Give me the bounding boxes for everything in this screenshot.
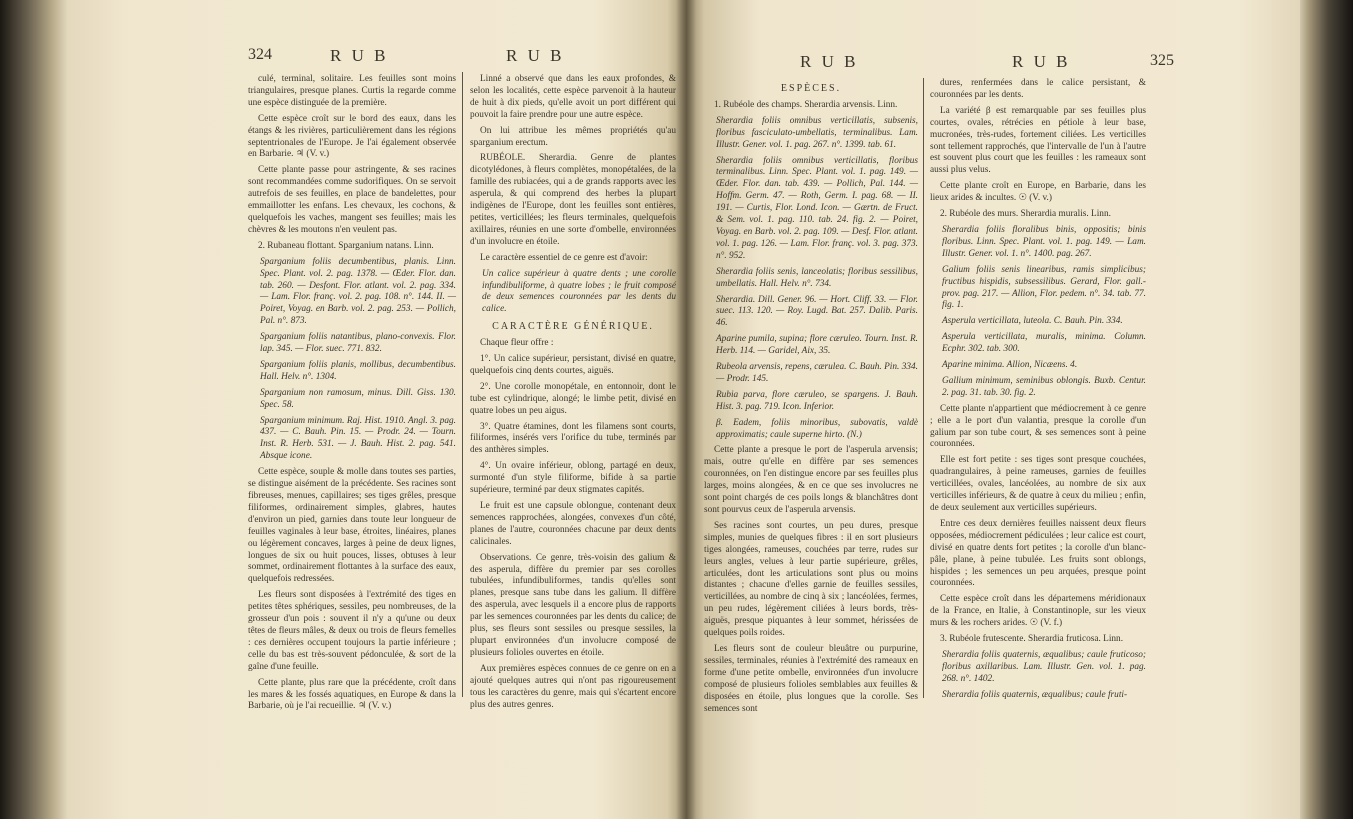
paragraph: 4°. Un ovaire inférieur, oblong, partagé en deux, surmonté d'un style filiforme, bifide à sa partie supérieure, terminé par deux stigmates capités. xyxy=(470,461,676,496)
paragraph: Ses racines sont courtes, un peu dures, presque simples, munies de quelques fibres : il en sort plusieurs tiges alongées, rameuses, couchées par terre, rudes sur leurs angles, velues à leur partie supérieure, grêles, articulées, dont les articulations sont plus ou moins distantes ; chacune d'elles garnie de feuilles sessiles, verticillées, au nombre de cinq à six ; lancéolées, fermes, un peu rudes, légèrement ciliées à leurs bords, très-aiguës, presque piquantes à leur sommet, hérissées de quelques poils roides. xyxy=(704,520,918,639)
paragraph: Rubeola arvensis, repens, cærulea. C. Bauh. Pin. 334. — Prodr. 145. xyxy=(716,362,918,384)
paragraph: 3°. Quatre étamines, dont les filamens sont courts, filiformes, insérés vers l'orifice du tube, terminés par des anthères simples. xyxy=(470,421,676,456)
paragraph: 2°. Une corolle monopétale, en entonnoir, dont le tube est cylindrique, alongé; le limbe petit, divisé en quatre lobes un peu aigus. xyxy=(470,381,676,416)
paragraph: Les fleurs sont de couleur bleuâtre ou purpurine, sessiles, terminales, réunies à l'extrémité des rameaux en forme d'une petite ombelle, environnées d'un involucre composé de plusieurs folioles semblables aux feuilles & disposées en étoile, plus longues que la corolle. Ses semences sont xyxy=(704,643,918,714)
paragraph: Cette espèce croît sur le bord des eaux, dans les étangs & les rivières, particulièrement dans les régions septentrionales de l'Europe. Je l'ai également observée en Barbarie. ♃ (V. v.) xyxy=(248,113,456,160)
paragraph: Cette plante passe pour astringente, & ses racines sont recommandées comme sudorifiques. On se servoit autrefois de ses feuilles, en place de bandelettes, pour emmaillotter les enfans. Les chevaux, les cochons, & quelquefois les vaches, mangent ses feuilles; mais les chèvres & les moutons n'en veulent pas. xyxy=(248,165,456,235)
right-running-head-1: R U B xyxy=(800,52,859,71)
paragraph: culé, terminal, solitaire. Les feuilles sont moins triangulaires, presque planes. Curtis la regarde comme une espèce distinguée de la première. xyxy=(248,74,456,108)
paragraph: Observations. Ce genre, très-voisin des galium & des asperula, diffère du premier par ses corolles tubulées, infundibuliformes, tandis qu'elles sont planes, presque sans tube dans les galium. Il diffère des asperula, avec lesquels il a encore plus de rapports par les semences couronnées par les dents du calice; de plus, ses fleurs sont sessiles ou presque sessiles, la plupart environnées d'un involucre composé de plusieurs folioles ouvertes en étoile. xyxy=(470,552,676,658)
right-page-number: 325 xyxy=(1150,52,1174,69)
paragraph: 2. Rubéole des murs. Sherardia muralis. Linn. xyxy=(940,209,1111,220)
paragraph: Sherardia. Dill. Gener. 96. — Hort. Cliff. 33. — Flor. suec. 113. 120. — Roy. Lugd. Bat. 257. Dalib. Paris. 46. xyxy=(716,294,918,329)
left-page-number: 324 xyxy=(248,46,272,63)
paragraph: Cette espèce croît dans les départemens méridionaux de la France, en Italie, à Constantinople, sur les vieux murs & les rochers arides. ☉ (V. f.) xyxy=(930,594,1146,629)
paragraph: Un calice supérieur à quatre dents ; une corolle infundibuliforme, à quatre lobes ; le fruit composé de deux semences couronnées par les dents du calice. xyxy=(482,268,676,315)
paragraph: Le fruit est une capsule oblongue, contenant deux semences rapprochées, alongées, convexes d'un côté, planes de l'autre, couronnées chacune par deux dents calicinales. xyxy=(470,501,676,547)
book-edge-left xyxy=(0,0,70,819)
right-running-head-2: R U B xyxy=(1012,52,1071,71)
book-edge-right xyxy=(1298,0,1353,819)
paragraph: Sparganium foliis planis, mollibus, decumbentibus. Hall. Helv. n°. 1304. xyxy=(260,359,456,382)
book-gutter xyxy=(676,0,696,819)
paragraph: Asperula verticillata, muralis, minima. Column. Ecphr. 302. tab. 300. xyxy=(942,332,1146,355)
paragraph: β. Eadem, foliis minoribus, subovatis, valdè approximatis; caule superne hirto. (N.) xyxy=(716,417,918,440)
paragraph: Chaque fleur offre : xyxy=(480,338,554,349)
paragraph: Cette plante croît en Europe, en Barbarie, dans les lieux arides & incultes. ☉ (V. v.) xyxy=(930,181,1146,204)
section-title: ESPÈCES. xyxy=(780,83,842,94)
paragraph: Aux premières espèces connues de ce genre on en a ajouté quelques autres qui n'ont pas rigoureusement tous les caractères du genre, mais qui s'écartent encore plus des autres genres. xyxy=(470,663,676,710)
paragraph: On lui attribue les mêmes propriétés qu'au sparganium erectum. xyxy=(470,125,676,148)
paragraph: Galium foliis senis linearibus, ramis simplicibus; fructibus hispidis, subsessilibus. Gerard, Flor. gall.-prov. pag. 217. — Allion, Flor. pedem. n°. 34. tab. 77. fig. 1. xyxy=(942,264,1146,311)
paragraph: Aparine minima. Allion, Nicæens. 4. xyxy=(942,360,1078,371)
paragraph: Cette plante a presque le port de l'asperula arvensis; mais, outre qu'elle en diffère par ses semences couronnées, on l'en distingue encore par ses feuilles plus larges, moins alongées, & en ce que ses involucres ne sont point chargés de ces poils longs & blanchâtres dont sont pourvus ceux de l'asperula arvensis. xyxy=(704,445,918,515)
paragraph: Sherardia foliis omnibus verticillatis, subsenis, floribus fasciculato-umbellatis, terminalibus. Lam. Illustr. Gener. vol. 1. pag. 267. n°. 1399. tab. 61. xyxy=(716,115,918,150)
paragraph: Rubia parva, flore cæruleo, se spargens. J. Bauh. Hist. 3. pag. 719. Icon. Inferior. xyxy=(716,389,918,412)
paragraph: Gallium minimum, seminibus oblongis. Buxb. Centur. 2. pag. 31. tab. 30. fig. 2. xyxy=(942,375,1146,398)
paragraph: Sparganium non ramosum, minus. Dill. Giss. 130. Spec. 58. xyxy=(260,387,456,410)
paragraph: Aparine pumila, supina; flore cæruleo. Tourn. Inst. R. Herb. 114. — Garidel, Aix, 35. xyxy=(716,334,918,357)
paragraph: Sherardia foliis omnibus verticillatis, floribus terminalibus. Linn. Spec. Plant. vol. 1. pag. 149. — Œder. Flor. dan. tab. 439. — Pollich, Pal. 144. — Hoffm. Germ. 47. — Roth, Germ. I. pag. 68. — II. 191. — Curtis, Flor. Lond. Icon. — Gærtn. de Fruct. & Sem. vol. 1. pag. 110. tab. 24. fig. 2. — Poiret, Voyag. en Barb. vol. 2. pag. 109. — Desf. Flor. atlant. vol. 1. pag. 126. — Lam. Flor. franç. vol. 3. pag. 373. n°. 952. xyxy=(716,155,918,261)
paragraph: Sparganium minimum. Raj. Hist. 1910. Angl. 3. pag. 437. — C. Bauh. Pin. 15. — Prodr. 24. — Tourn. Inst. R. Herb. 531. — J. Bauh. Hist. 2. pag. 541. Absque icone. xyxy=(260,415,456,462)
paragraph: Asperula verticillata, luteola. C. Bauh. Pin. 334. xyxy=(942,316,1123,327)
paragraph: Sherardia foliis floralibus binis, oppositis; binis floribus. Linn. Spec. Plant. vol. 1. pag. 149. — Lam. Illustr. Gener. vol. 1. n°. 1400. pag. 267. xyxy=(942,224,1146,259)
paragraph: Sherardia foliis quaternis, æqualibus; caule fruti- xyxy=(942,689,1128,700)
paragraph: Entre ces deux dernières feuilles naissent deux fleurs opposées, médiocrement pédiculées ; leur calice est court, divisé en quatre dents fort petites ; la corolle d'un blanc-pâle, plane, à peine tubulée. Les fruits sont oblongs, hispides ; les semences un peu arquées, presque point couronnées. xyxy=(930,518,1146,589)
left-page-column-1 xyxy=(248,74,456,712)
paragraph: 1. Rubéole des champs. Sherardia arvensis. Linn. xyxy=(714,99,898,110)
paragraph: Cette plante, plus rare que la précédente, croît dans les mares & les fossés aquatiques, en Europe & dans la Barbarie, où je l'ai recueillie. ♃ (V. v.) xyxy=(248,677,456,712)
paragraph: 2. Rubaneau flottant. Sparganium natans. Linn. xyxy=(258,240,434,251)
column-divider xyxy=(462,72,463,697)
paragraph: dures, renfermées dans le calice persistant, & couronnées par les dents. xyxy=(930,78,1146,100)
right-page-column-2 xyxy=(930,78,1146,718)
left-running-head-2: R U B xyxy=(506,46,565,65)
paragraph: Elle est fort petite : ses tiges sont presque couchées, quadrangulaires, à peine rameuses, garnies de feuilles verticillées, ovales, lancéolées, au nombre de six aux verticilles inférieurs, & de quatre à ceux du milieu ; enfin, de deux seulement aux verticilles supérieurs. xyxy=(930,455,1146,513)
paragraph: CARACTÈRE GÉNÉRIQUE. xyxy=(492,321,654,333)
paragraph: Sherardia foliis senis, lanceolatis; floribus sessilibus, umbellatis. Hall. Helv. n°. 734. xyxy=(716,266,918,289)
paragraph: Cette plante n'appartient que médiocrement à ce genre ; elle a le port d'un valantia, presque la corolle d'un galium par son tube court, & ses semences sont à peine couronnées. xyxy=(930,403,1146,450)
paragraph: Cette espèce, souple & molle dans toutes ses parties, se distingue aisément de la précédente. Ses racines sont fibreuses, menues, capillaires; ses tiges grêles, presque filiformes, ordinairement simples, glabres, hautes d'environ un pied, garnies dans toute leur longueur de feuilles vaginales à leur base, étroites, linéaires, planes ou légèrement concaves, larges à peine de deux lignes, longues de six ou huit pouces, lisses, obtuses à leur sommet, ordinairement flottantes à la surface des eaux, quelquefois redressées. xyxy=(248,467,456,585)
paragraph: 3. Rubéole frutescente. Sherardia fruticosa. Linn. xyxy=(940,634,1124,645)
paragraph: Linné a observé que dans les eaux profondes, & selon les localités, cette espèce parvenoit à la hauteur de huit à dix pieds, qu'elle avoit un port différent qui pouvoit la faire prendre pour une autre espèce. xyxy=(470,74,676,120)
paragraph: Sparganium foliis natantibus, plano-convexis. Flor. lap. 345. — Flor. suec. 771. 832. xyxy=(260,332,456,355)
paragraph: Le caractère essentiel de ce genre est d'avoir: xyxy=(480,252,648,263)
paragraph: La variété β est remarquable par ses feuilles plus courtes, ovales, rétrécies en pétiole à leur base, mucronées, très-rudes, fortement ciliées. Les verticilles sont tellement rapprochés, que l'intervalle de l'un à l'autre est souvent plus court que les feuilles : les rameaux sont aussi plus velus. xyxy=(930,105,1146,176)
paragraph: Les fleurs sont disposées à l'extrémité des tiges en petites têtes sphériques, sessiles, peu nombreuses, de la grosseur d'un pois : souvent il n'y a qu'une ou deux têtes de fleurs mâles, & deux ou trois de fleurs femelles : ces dernières occupent toujours la partie inférieure ; celle du bas est très-souvent pédonculée, & sort de la gaîne d'une feuille. xyxy=(248,590,456,672)
left-page-column-2 xyxy=(470,74,676,710)
paragraph: Sparganium foliis decumbentibus, planis. Linn. Spec. Plant. vol. 2. pag. 1378. — Œder. Flor. dan. tab. 260. — Desfont. Flor. atlant. vol. 2. pag. 334. — Lam. Flor. franç. vol. 2. pag. 108. n°. 144. II. — Poiret, Voyag. en Barb. vol. 2. pag. 253. — Pollich, Pal. n°. 873. xyxy=(260,256,456,327)
right-page-column-1 xyxy=(704,78,918,718)
left-running-head-1: R U B xyxy=(330,46,389,65)
paragraph: Sherardia foliis quaternis, æqualibus; caule fruticoso; floribus axillaribus. Lam. Illustr. Gen. vol. 1. pag. 268. n°. 1402. xyxy=(942,649,1146,684)
paragraph: 1°. Un calice supérieur, persistant, divisé en quatre, quelquefois cinq dents courtes, aiguës. xyxy=(470,354,676,376)
column-divider xyxy=(923,78,924,698)
paragraph: RUBÉOLE. Sherardia. Genre de plantes dicotylédones, à fleurs complètes, monopétalées, de la famille des rubiacées, qui a de grands rapports avec les asperula, & qui comprend des herbes la plupart indigènes de l'Europe, dont les feuilles sont entières, petites, verticillées; les fleurs terminales, quelquefois axillaires, réunies en une sorte d'ombelle, environnées d'un involucre en étoile. xyxy=(470,153,676,247)
